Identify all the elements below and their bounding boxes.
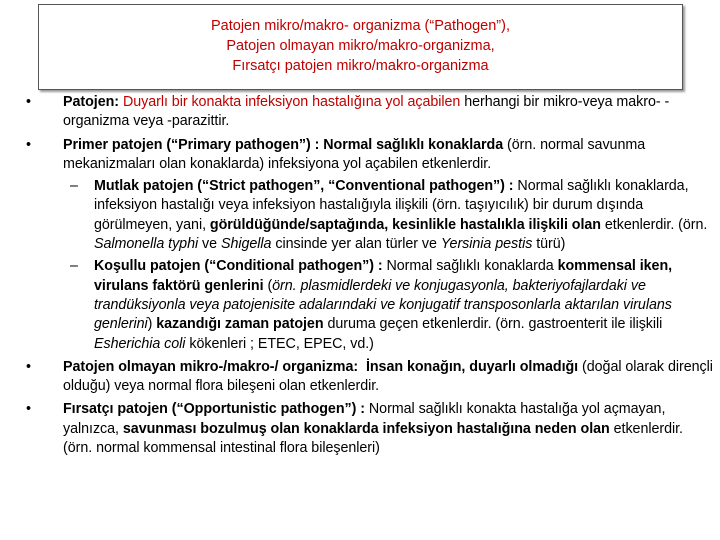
bullet-marker: • (26, 94, 31, 110)
bullet-marker: • (26, 358, 31, 375)
term-primer-patojen: Primer patojen (“Primary pathogen”) : Normal sağlıklı konaklarda (63, 136, 504, 153)
mutlak-text-2: , infeksiyon hastalığı veya infeksiyon hastalığıyla ilişkili (örn. taşıyıcılık) bir durum dışında görülmeyen, yani, (94, 178, 689, 233)
mutlak-text-6: türü) (532, 236, 566, 253)
bullet-patojen-olmayan (26, 358, 716, 397)
term-kosullu-patojen: Koşullu patojen (“Conditional pathogen”) : (94, 258, 383, 275)
firsatci-bold: savunması bozulmuş olan konaklarda infeksiyon hastalığına neden olan (122, 420, 610, 437)
primer-patojen-definition: (örn. normal savunma mekanizmaları olan konaklarda) infeksiyona yol açabilen etkenlerdir. (63, 136, 646, 172)
bullet-patojen (26, 93, 716, 132)
sub-kosullu-patojen (26, 257, 716, 353)
genus-shigella: Shigella (220, 236, 272, 253)
patojen-definition: herhangi bir mikro-veya makro- -organizma veya -parazittir. (63, 94, 670, 130)
sub-mutlak-patojen (26, 177, 716, 254)
kosullu-text-4: duruma geçen etkenlerdir. (örn. gastroenterit ile ilişkili (323, 316, 663, 333)
bullet-marker: • (26, 401, 31, 418)
firsatci-text-2: etkenlerdir. (örn. normal kommensal intestinal flora bileşenleri) (63, 420, 683, 457)
patojen-olmayan-definition: (doğal olarak dirençli olduğu) veya normal flora bileşeni olan etkenlerdir. (63, 358, 713, 395)
firsatci-text-1: Normal sağlıklı konakta hastalığa yol açmayan, yalnızca, (63, 401, 666, 437)
title-line-2: Patojen olmayan mikro/makro-organizma, (226, 38, 495, 54)
patojen-highlight: Duyarlı bir konakta infeksiyon hastalığına yol açabilen (122, 94, 461, 110)
kosullu-text-1: Normal sağlıklı konaklarda (382, 258, 558, 275)
bullet-primer-patojen (26, 136, 716, 175)
patojen-olmayan-bold: İnsan konağın, duyarlı olmadığı (365, 358, 579, 375)
kosullu-text-5: kökenleri ; ETEC, EPEC, vd.) (185, 335, 374, 352)
mutlak-text-1: Normal sağlıklı konaklarda (513, 178, 685, 195)
title-line-3: Fırsatçı patojen mikro/makro-organizma (232, 58, 489, 74)
dash-marker: – (70, 178, 78, 195)
term-mutlak-patojen: Mutlak patojen (“Strict pathogen”, “Conventional pathogen”) : (94, 178, 514, 195)
title-line-1: Patojen mikro/makro- organizma (“Pathogen”), (211, 18, 510, 34)
kosullu-text-3: ) (147, 316, 157, 333)
mutlak-text-5: cinsinde yer alan türler ve (271, 236, 441, 253)
species-ecoli: Esherichia coli (94, 335, 186, 352)
mutlak-text-3: etkenlerdir. (örn. (600, 216, 708, 233)
term-patojen-olmayan: Patojen olmayan mikro-/makro-/ organizma: (63, 358, 359, 375)
bullet-firsatci-patojen (26, 400, 716, 458)
kosullu-bold-2: kazandığı zaman patojen (156, 316, 324, 333)
mutlak-text-4: ve (198, 236, 221, 253)
mutlak-bold: görüldüğünde/saptağında, kesinlikle hastalıkla ilişkili olan (209, 216, 601, 233)
definitions-list (26, 93, 716, 458)
kosullu-bold-1: kommensal iken, virulans faktörü genlerini (94, 258, 673, 294)
title-box (38, 4, 683, 90)
term-patojen: Patojen: (63, 94, 119, 110)
kosullu-text-2: ( (263, 277, 273, 294)
species-yersinia: Yersinia pestis (440, 236, 533, 253)
term-firsatci-patojen: Fırsatçı patojen (“Opportunistic pathogen”) : (63, 401, 365, 418)
dash-marker: – (70, 258, 78, 275)
kosullu-examples: örn. plasmidlerdeki ve konjugasyonla, bakteriyofajlardaki ve trandüksiyonla veya patojenisite adalarındaki ve konjugatif transposonlarla aktarılan virulans genlerini (94, 277, 672, 333)
bullet-marker: • (26, 136, 31, 153)
species-salmonella: Salmonella typhi (94, 236, 199, 253)
